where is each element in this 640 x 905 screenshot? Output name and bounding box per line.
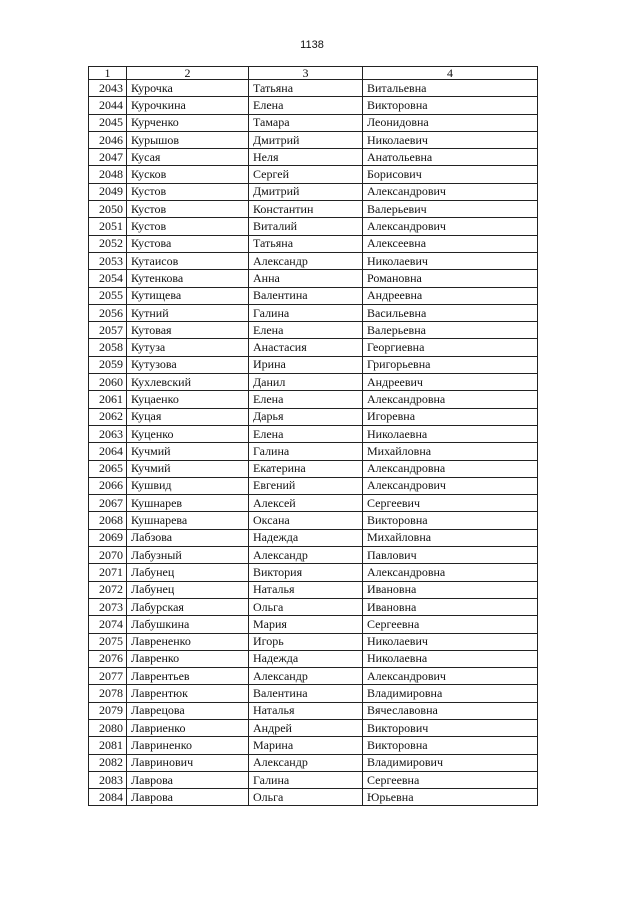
first-name-cell: Ольга [249, 598, 363, 615]
table-row [89, 166, 538, 183]
patronymic-cell: Александрович [363, 477, 538, 494]
first-name-cell: Валентина [249, 287, 363, 304]
column-header-2: 2 [127, 67, 249, 80]
table-row [89, 356, 538, 373]
surname-cell: Кустов [127, 183, 249, 200]
patronymic-cell: Николаевна [363, 425, 538, 442]
first-name-cell: Елена [249, 425, 363, 442]
row-number-cell: 2070 [89, 547, 127, 564]
first-name-cell: Дарья [249, 408, 363, 425]
surname-cell: Кушнарева [127, 512, 249, 529]
patronymic-cell: Викторовна [363, 512, 538, 529]
row-number-cell: 2071 [89, 564, 127, 581]
row-number-cell: 2068 [89, 512, 127, 529]
table-row [89, 304, 538, 321]
row-number-cell: 2081 [89, 737, 127, 754]
first-name-cell: Дмитрий [249, 183, 363, 200]
row-number-cell: 2057 [89, 322, 127, 339]
patronymic-cell: Александрович [363, 183, 538, 200]
surname-cell: Курочкина [127, 97, 249, 114]
patronymic-cell: Ивановна [363, 598, 538, 615]
first-name-cell: Оксана [249, 512, 363, 529]
row-number-cell: 2073 [89, 598, 127, 615]
surname-cell: Курочка [127, 80, 249, 97]
table-row [89, 235, 538, 252]
patronymic-cell: Викторовна [363, 97, 538, 114]
table-row [89, 616, 538, 633]
table-row [89, 374, 538, 391]
patronymic-cell: Борисович [363, 166, 538, 183]
table-row [89, 460, 538, 477]
table-row [89, 547, 538, 564]
table-row [89, 650, 538, 667]
row-number-cell: 2072 [89, 581, 127, 598]
first-name-cell: Неля [249, 149, 363, 166]
table-row [89, 754, 538, 771]
patronymic-cell: Николаевич [363, 131, 538, 148]
table-row [89, 183, 538, 200]
surname-cell: Кутищева [127, 287, 249, 304]
patronymic-cell: Анатольевна [363, 149, 538, 166]
table-row [89, 477, 538, 494]
surname-cell: Кустова [127, 235, 249, 252]
row-number-cell: 2056 [89, 304, 127, 321]
row-number-cell: 2043 [89, 80, 127, 97]
table-body [89, 80, 538, 806]
row-number-cell: 2054 [89, 270, 127, 287]
surname-cell: Кушвид [127, 477, 249, 494]
surname-cell: Лаврентюк [127, 685, 249, 702]
first-name-cell: Сергей [249, 166, 363, 183]
row-number-cell: 2083 [89, 771, 127, 788]
surname-cell: Кустов [127, 218, 249, 235]
patronymic-cell: Николаевич [363, 252, 538, 269]
first-name-cell: Ирина [249, 356, 363, 373]
column-header-3: 3 [249, 67, 363, 80]
first-name-cell: Галина [249, 304, 363, 321]
row-number-cell: 2062 [89, 408, 127, 425]
row-number-cell: 2055 [89, 287, 127, 304]
row-number-cell: 2049 [89, 183, 127, 200]
table-row [89, 737, 538, 754]
patronymic-cell: Игоревна [363, 408, 538, 425]
table-row [89, 581, 538, 598]
table-row [89, 564, 538, 581]
table-row [89, 131, 538, 148]
first-name-cell: Тамара [249, 114, 363, 131]
surname-cell: Лабунец [127, 564, 249, 581]
first-name-cell: Данил [249, 374, 363, 391]
first-name-cell: Екатерина [249, 460, 363, 477]
table-row [89, 789, 538, 806]
table-row [89, 201, 538, 218]
patronymic-cell: Сергеевна [363, 616, 538, 633]
first-name-cell: Наталья [249, 702, 363, 719]
surname-cell: Кучмий [127, 460, 249, 477]
first-name-cell: Константин [249, 201, 363, 218]
row-number-cell: 2052 [89, 235, 127, 252]
row-number-cell: 2075 [89, 633, 127, 650]
first-name-cell: Галина [249, 771, 363, 788]
patronymic-cell: Григорьевна [363, 356, 538, 373]
surname-cell: Курышов [127, 131, 249, 148]
patronymic-cell: Михайловна [363, 443, 538, 460]
header-row [89, 67, 538, 80]
row-number-cell: 2058 [89, 339, 127, 356]
table-row [89, 322, 538, 339]
patronymic-cell: Александрович [363, 668, 538, 685]
patronymic-cell: Валерьевич [363, 201, 538, 218]
row-number-cell: 2065 [89, 460, 127, 477]
surname-cell: Кутенкова [127, 270, 249, 287]
table-row [89, 685, 538, 702]
surname-cell: Лабузный [127, 547, 249, 564]
table-row [89, 512, 538, 529]
table-row [89, 495, 538, 512]
row-number-cell: 2060 [89, 374, 127, 391]
patronymic-cell: Юрьевна [363, 789, 538, 806]
table-row [89, 252, 538, 269]
patronymic-cell: Владимировна [363, 685, 538, 702]
first-name-cell: Елена [249, 322, 363, 339]
patronymic-cell: Михайловна [363, 529, 538, 546]
table-row [89, 80, 538, 97]
surname-cell: Кутузова [127, 356, 249, 373]
table-row [89, 97, 538, 114]
row-number-cell: 2044 [89, 97, 127, 114]
row-number-cell: 2051 [89, 218, 127, 235]
first-name-cell: Надежда [249, 529, 363, 546]
surname-cell: Лабзова [127, 529, 249, 546]
first-name-cell: Анна [249, 270, 363, 287]
table-row [89, 668, 538, 685]
patronymic-cell: Леонидовна [363, 114, 538, 131]
patronymic-cell: Александрович [363, 218, 538, 235]
surname-cell: Кутний [127, 304, 249, 321]
table-row [89, 339, 538, 356]
row-number-cell: 2045 [89, 114, 127, 131]
surname-cell: Кутаисов [127, 252, 249, 269]
patronymic-cell: Александровна [363, 460, 538, 477]
first-name-cell: Александр [249, 547, 363, 564]
patronymic-cell: Викторович [363, 719, 538, 736]
first-name-cell: Александр [249, 754, 363, 771]
first-name-cell: Наталья [249, 581, 363, 598]
surname-cell: Лавренко [127, 650, 249, 667]
first-name-cell: Алексей [249, 495, 363, 512]
row-number-cell: 2076 [89, 650, 127, 667]
patronymic-cell: Андреевна [363, 287, 538, 304]
first-name-cell: Надежда [249, 650, 363, 667]
patronymic-cell: Георгиевна [363, 339, 538, 356]
patronymic-cell: Алексеевна [363, 235, 538, 252]
page-number: 1138 [300, 39, 324, 51]
row-number-cell: 2059 [89, 356, 127, 373]
surname-cell: Лабушкина [127, 616, 249, 633]
surname-cell: Кутовая [127, 322, 249, 339]
surname-cell: Кустов [127, 201, 249, 218]
first-name-cell: Андрей [249, 719, 363, 736]
row-number-cell: 2061 [89, 391, 127, 408]
table-row [89, 149, 538, 166]
table-row [89, 114, 538, 131]
surname-cell: Лаврентьев [127, 668, 249, 685]
first-name-cell: Виталий [249, 218, 363, 235]
first-name-cell: Галина [249, 443, 363, 460]
first-name-cell: Игорь [249, 633, 363, 650]
row-number-cell: 2069 [89, 529, 127, 546]
first-name-cell: Мария [249, 616, 363, 633]
row-number-cell: 2053 [89, 252, 127, 269]
roster-table [88, 66, 538, 806]
surname-cell: Лаврецова [127, 702, 249, 719]
patronymic-cell: Александровна [363, 391, 538, 408]
table-row [89, 391, 538, 408]
table-row [89, 425, 538, 442]
row-number-cell: 2064 [89, 443, 127, 460]
table-row [89, 218, 538, 235]
first-name-cell: Дмитрий [249, 131, 363, 148]
patronymic-cell: Валерьевна [363, 322, 538, 339]
table-row [89, 270, 538, 287]
surname-cell: Кучмий [127, 443, 249, 460]
table-row [89, 529, 538, 546]
table-row [89, 702, 538, 719]
table-row [89, 408, 538, 425]
first-name-cell: Евгений [249, 477, 363, 494]
first-name-cell: Марина [249, 737, 363, 754]
row-number-cell: 2077 [89, 668, 127, 685]
first-name-cell: Анастасия [249, 339, 363, 356]
table-row [89, 287, 538, 304]
surname-cell: Лавриненко [127, 737, 249, 754]
table-row [89, 443, 538, 460]
row-number-cell: 2063 [89, 425, 127, 442]
surname-cell: Кухлевский [127, 374, 249, 391]
patronymic-cell: Николаевна [363, 650, 538, 667]
surname-cell: Лабурская [127, 598, 249, 615]
row-number-cell: 2066 [89, 477, 127, 494]
surname-cell: Куценко [127, 425, 249, 442]
patronymic-cell: Витальевна [363, 80, 538, 97]
surname-cell: Кушнарев [127, 495, 249, 512]
surname-cell: Лавриенко [127, 719, 249, 736]
first-name-cell: Александр [249, 668, 363, 685]
surname-cell: Кусая [127, 149, 249, 166]
row-number-cell: 2046 [89, 131, 127, 148]
row-number-cell: 2082 [89, 754, 127, 771]
first-name-cell: Татьяна [249, 80, 363, 97]
column-header-1: 1 [89, 67, 127, 80]
patronymic-cell: Александровна [363, 564, 538, 581]
surname-cell: Куцая [127, 408, 249, 425]
row-number-cell: 2048 [89, 166, 127, 183]
patronymic-cell: Андреевич [363, 374, 538, 391]
surname-cell: Кутуза [127, 339, 249, 356]
patronymic-cell: Николаевич [363, 633, 538, 650]
surname-cell: Лабунец [127, 581, 249, 598]
table-row [89, 719, 538, 736]
surname-cell: Кусков [127, 166, 249, 183]
surname-cell: Лаврова [127, 771, 249, 788]
table-row [89, 633, 538, 650]
first-name-cell: Валентина [249, 685, 363, 702]
first-name-cell: Ольга [249, 789, 363, 806]
row-number-cell: 2067 [89, 495, 127, 512]
surname-cell: Курченко [127, 114, 249, 131]
patronymic-cell: Сергеевна [363, 771, 538, 788]
first-name-cell: Татьяна [249, 235, 363, 252]
first-name-cell: Елена [249, 97, 363, 114]
patronymic-cell: Владимирович [363, 754, 538, 771]
patronymic-cell: Сергеевич [363, 495, 538, 512]
patronymic-cell: Ивановна [363, 581, 538, 598]
patronymic-cell: Вячеславовна [363, 702, 538, 719]
row-number-cell: 2080 [89, 719, 127, 736]
surname-cell: Лаврененко [127, 633, 249, 650]
column-header-4: 4 [363, 67, 538, 80]
row-number-cell: 2074 [89, 616, 127, 633]
row-number-cell: 2050 [89, 201, 127, 218]
row-number-cell: 2079 [89, 702, 127, 719]
patronymic-cell: Васильевна [363, 304, 538, 321]
row-number-cell: 2078 [89, 685, 127, 702]
surname-cell: Лавринович [127, 754, 249, 771]
patronymic-cell: Викторовна [363, 737, 538, 754]
patronymic-cell: Павлович [363, 547, 538, 564]
first-name-cell: Александр [249, 252, 363, 269]
row-number-cell: 2047 [89, 149, 127, 166]
table-row [89, 771, 538, 788]
first-name-cell: Елена [249, 391, 363, 408]
surname-cell: Куцаенко [127, 391, 249, 408]
patronymic-cell: Романовна [363, 270, 538, 287]
surname-cell: Лаврова [127, 789, 249, 806]
row-number-cell: 2084 [89, 789, 127, 806]
first-name-cell: Виктория [249, 564, 363, 581]
table-row [89, 598, 538, 615]
